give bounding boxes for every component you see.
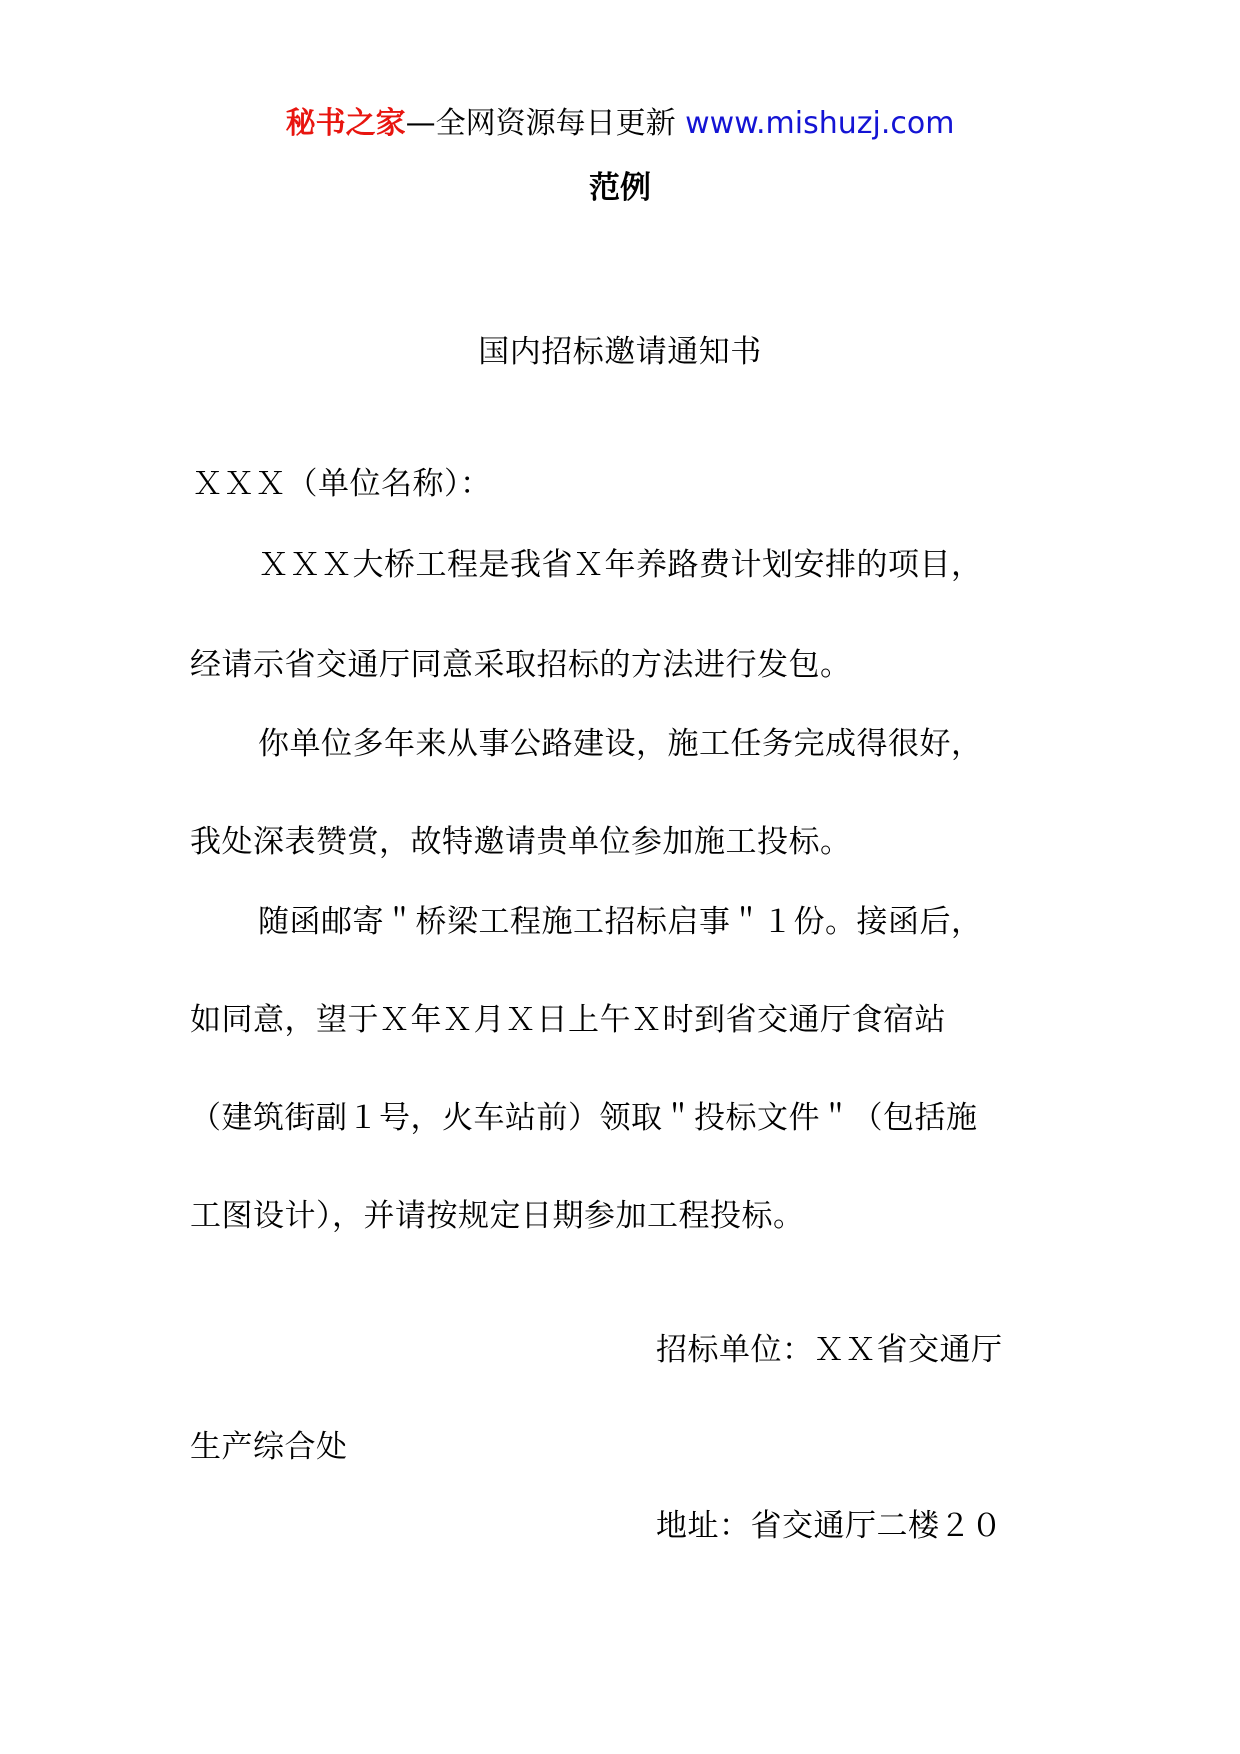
address-line: 地址：省交通厅二楼２０ xyxy=(656,1508,1003,1544)
example-label: 范例 xyxy=(589,170,651,206)
document-title: 国内招标邀请通知书 xyxy=(478,334,762,370)
brand-name: 秘书之家 xyxy=(285,106,406,141)
site-header xyxy=(0,104,1240,144)
paragraph-line: 如同意，望于Ｘ年Ｘ月Ｘ日上午Ｘ时到省交通厅食宿站 xyxy=(190,1002,946,1038)
paragraph-line: ＸＸＸ大桥工程是我省Ｘ年养路费计划安排的项目， xyxy=(258,547,983,583)
header-tagline: —全网资源每日更新 xyxy=(405,106,676,141)
paragraph-line: （建筑街副１号，火车站前）领取＂投标文件＂（包括施 xyxy=(190,1100,978,1136)
paragraph-line: 你单位多年来从事公路建设，施工任务完成得很好， xyxy=(258,726,983,762)
issuer-line: 招标单位：ＸＸ省交通厅 xyxy=(656,1332,1003,1368)
site-url-link[interactable]: www.mishuzj.com xyxy=(685,106,955,141)
paragraph-line: 我处深表赞赏，故特邀请贵单位参加施工投标。 xyxy=(190,824,852,860)
department-line: 生产综合处 xyxy=(190,1429,348,1465)
paragraph-line: 工图设计），并请按规定日期参加工程投标。 xyxy=(190,1198,805,1234)
paragraph-line: 经请示省交通厅同意采取招标的方法进行发包。 xyxy=(190,647,852,683)
salutation: ＸＸＸ（单位名称）： xyxy=(192,466,492,502)
paragraph-line: 随函邮寄＂桥梁工程施工招标启事＂１份。接函后， xyxy=(258,904,983,940)
